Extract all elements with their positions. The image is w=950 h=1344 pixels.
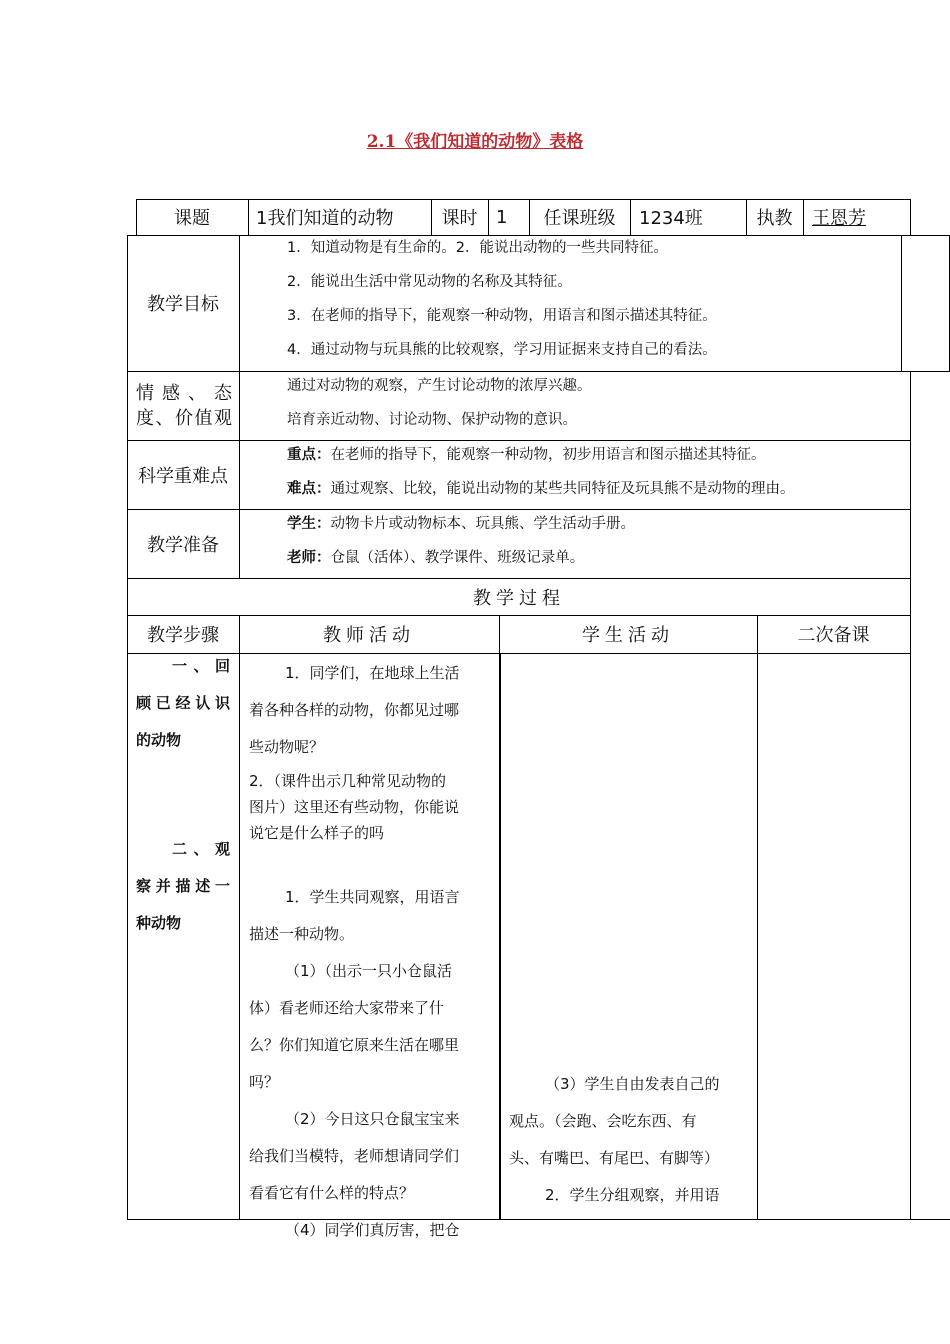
teacher-line: 1．学生共同观察，用语言 [285,888,460,906]
teacher-name: 王恩芳 [812,208,866,229]
teacher-label: 执教 [756,208,793,229]
table-border [803,199,804,235]
values-label-line1: 情感、态 [136,383,232,404]
table-border [488,199,489,235]
student-line: 观点。（会跑、会吃东西、有 [509,1112,697,1130]
hard-point-text: 通过观察、比较，能说出动物的某些共同特征及玩具熊不是动物的理由。 [330,481,795,497]
step-line: 察并描述一 [136,877,230,895]
table-border [127,509,911,510]
prep-student-label: 学生： [287,516,331,532]
values-item: 通过对动物的观察，产生讨论动物的浓厚兴趣。 [287,378,592,394]
table-border [127,371,950,372]
teacher-line: 图片）这里还有些动物，你能说 [249,798,460,816]
values-item: 培育亲近动物、讨论动物、保护动物的意识。 [287,412,577,428]
student-line: 2．学生分组观察，并用语 [545,1186,720,1204]
key-point-text: 在老师的指导下，能观察一种动物，初步用语言和图示描述其特征。 [330,447,766,463]
goal-item: 3．在老师的指导下，能观察一种动物，用语言和图示描述其特征。 [287,308,717,324]
prep-teacher [287,550,584,567]
table-border [500,653,501,1220]
step-line: 的动物 [136,731,182,749]
key-points-label: 科学重难点 [138,465,228,487]
table-border [910,199,911,235]
table-border [127,235,128,1220]
col-steps: 教学步骤 [147,625,219,646]
table-border [248,199,249,235]
table-border [127,440,911,441]
prep-label: 教学准备 [147,534,219,556]
table-border [127,653,911,654]
table-border [239,235,240,578]
col-teacher: 教师活动 [323,625,415,646]
class-label: 任课班级 [543,208,616,229]
key-point [287,447,766,464]
course-label: 课题 [174,208,210,229]
prep-teacher-text: 仓鼠（活体）、教学课件、班级记录单。 [330,550,585,566]
teacher-line: 2．（课件出示几种常见动物的 [249,772,447,790]
teacher-line: 给我们当模特，老师想请同学们 [249,1147,460,1165]
page-title: 2.1《我们知道的动物》表格 [366,132,584,152]
prep-student-text: 动物卡片或动物标本、玩具熊、学生活动手册。 [330,516,635,532]
teacher-line: （4）同学们真厉害，把仓 [285,1221,460,1239]
table-border [239,615,240,1220]
table-border [630,199,631,235]
teacher-line: 着各种各样的动物，你都见过哪 [249,701,460,719]
student-line: 头、有嘴巴、有尾巴、有脚等） [509,1149,720,1167]
teacher-line: （2）今日这只仓鼠宝宝来 [285,1110,460,1128]
class-value: 1234班 [639,208,703,229]
prep-teacher-label: 老师： [287,550,331,566]
teacher-line: 描述一种动物。 [249,925,355,943]
goals-label: 教学目标 [147,294,219,315]
teacher-line: 1．同学们，在地球上生活 [285,664,460,682]
table-border [127,235,950,236]
teacher-line: （1）（出示一只小仓鼠活 [285,962,453,980]
key-point-label: 重点： [287,447,331,463]
step-line: 顾已经认识 [136,694,230,712]
teacher-activity [249,655,493,1249]
teacher-line: 么？你们知道它原来生活在哪里 [249,1036,460,1054]
student-activity [509,1066,751,1214]
hours-value: 1 [496,206,508,228]
step-line: 一、回 [172,657,230,675]
student-line: （3）学生自由发表自己的 [545,1075,720,1093]
teacher-value [812,199,910,235]
step-1 [136,648,230,759]
goal-item: 4．通过动物与玩具熊的比较观察，学习用证据来支持自己的看法。 [287,342,717,358]
col-notes: 二次备课 [797,625,870,646]
process-title: 教学过程 [473,587,565,609]
col-student: 学生活动 [582,625,674,646]
step-line: 种动物 [136,914,182,932]
step-2 [136,831,230,942]
prep-student [287,516,635,533]
table-border [910,371,911,1220]
step-line: 二、观 [172,840,230,858]
goal-item: 2．能说出生活中常见动物的名称及其特征。 [287,274,572,290]
goal-item: 1．知道动物是有生命的。2．能说出动物的一些共同特征。 [287,240,668,256]
hard-point [287,481,795,498]
teacher-line: 些动物呢？ [249,738,325,756]
course-value: 1我们知道的动物 [256,208,394,229]
teacher-line: 看看它有什么样的特点？ [249,1184,415,1202]
hours-label: 课时 [441,208,478,229]
teacher-line: 体）看老师还给大家带来了什 [249,999,445,1017]
table-border [757,615,758,1220]
values-label-line2: 度、价值观 [136,408,232,429]
hard-point-label: 难点： [287,481,331,497]
teacher-line: 说它是什么样子的吗 [249,824,385,842]
table-border [901,235,902,371]
teacher-line: 吗？ [249,1073,280,1091]
